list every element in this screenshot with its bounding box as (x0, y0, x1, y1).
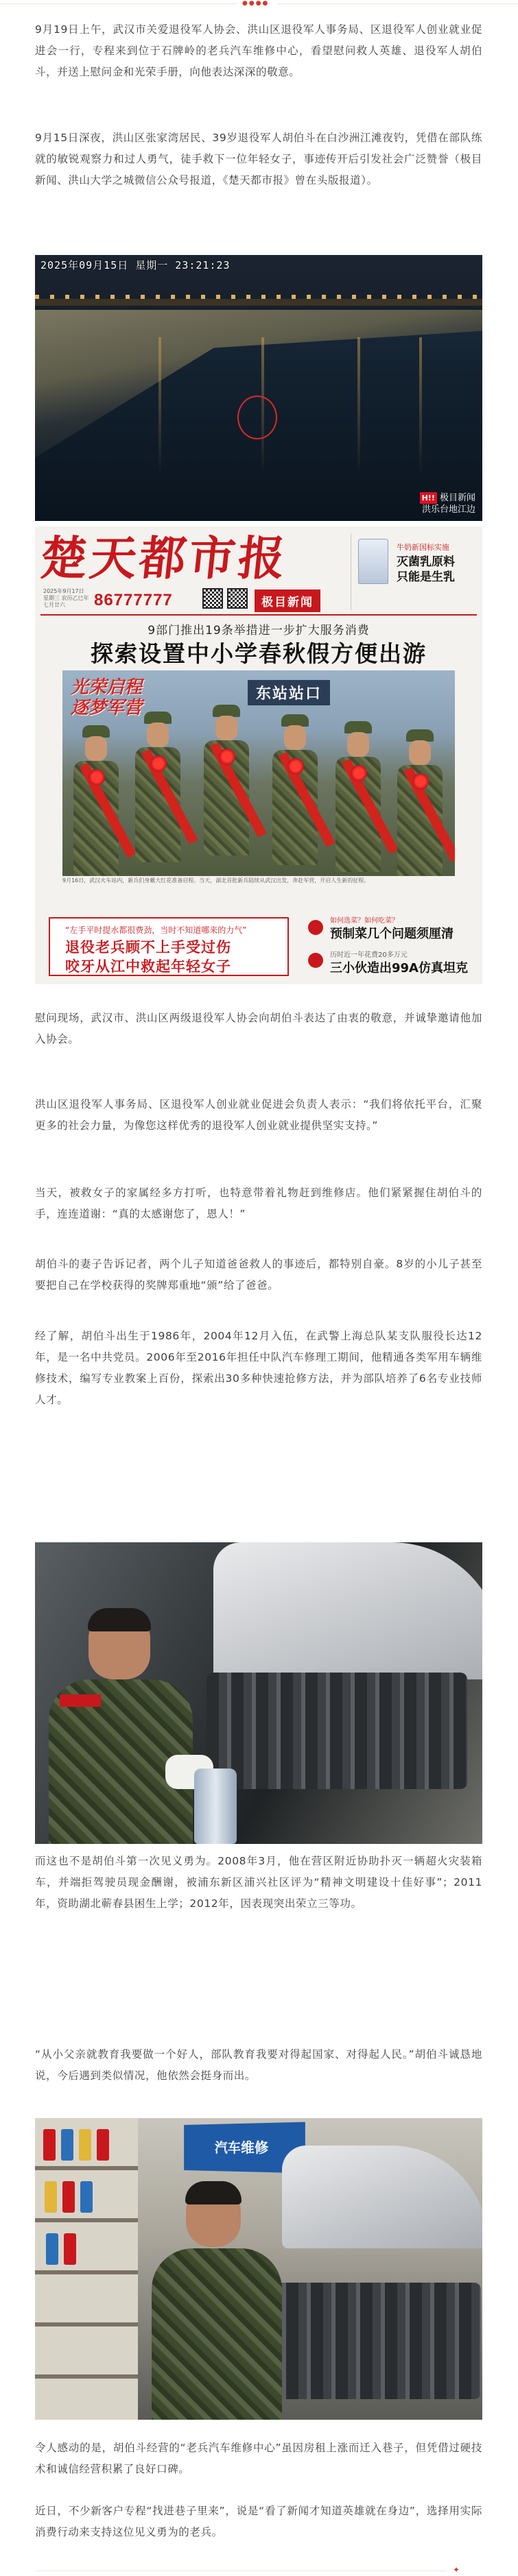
newspaper-masthead (37, 531, 477, 613)
car-engine (207, 1673, 467, 1789)
newspaper-subhead: 9部门推出19条举措进一步扩大服务消费 (148, 624, 370, 637)
rescue-story-box (49, 917, 289, 976)
hotline-number: 86777777 (94, 591, 173, 609)
paragraph-customers: 近日，不少新客户专程“找进巷子里来”，说是“看了新闻才知道英雄就在身边”，选择用实际消费行动来支持这位见义勇为的老兵。 (35, 2505, 482, 2538)
bullet-icon (308, 953, 323, 968)
soldier-figure (268, 714, 322, 876)
box-headline-2: 咬牙从江中救起年轻女子 (65, 958, 231, 975)
photo-timestamp: 2025年09月15日 星期一 23:21:23 (40, 259, 231, 271)
brand-label: 极目新闻 (255, 590, 320, 612)
soldier-figure (331, 721, 385, 876)
bullet-icon (308, 920, 323, 935)
masthead-title: 楚天都市报 (37, 531, 291, 586)
masthead-rule (40, 614, 477, 616)
highlight-circle (237, 396, 277, 439)
photo-caption: 9月16日，武汉火车站内，新兵们身戴大红花准备启程。当天，湖北首批新兵陆续从武汉出发，奔赴军营，开启人生新的征程。 (62, 877, 370, 884)
right-kicker-1: 如何选菜？如何吃菜？ (330, 917, 399, 925)
watermark-line1: 极目新闻 (439, 493, 475, 503)
person-hair (88, 1608, 151, 1631)
oil-bottle (194, 1769, 237, 1844)
car-hood (213, 1542, 482, 1679)
car-engine (261, 2283, 481, 2399)
soldier-figure (393, 729, 447, 876)
paragraph-quote: “从小父亲就教育我要做一个好人，部队教育我要对得起国家、对得起人民。”胡伯斗诚恳地说，今后遇到类似情况，他依然会挺身而出。 (35, 2048, 482, 2082)
newspaper-headline: 探索设置中小学春秋假方便出游 (91, 640, 427, 667)
recruits-photo (62, 670, 455, 876)
mechanic-photo-1 (35, 1542, 482, 1844)
bottom-decoration (0, 2565, 518, 2576)
person-hair (185, 2181, 242, 2204)
car-hood (282, 2146, 482, 2248)
watermark-line2: 洪乐台地江边 (421, 505, 475, 515)
photo-banner-line1: 光荣启程 (71, 677, 143, 698)
qr-code-icon (202, 588, 223, 609)
dots-icon: ●●●● (242, 0, 270, 7)
right-headline-1: 预制菜几个问题须厘清 (330, 927, 454, 941)
paragraph-wife: 胡伯斗的妻子告诉记者，两个儿子知道爸爸救人的事迹后，都特别自豪。8岁的小儿子甚至要把自己在学校获得的奖牌郑重地“颁”给了爸爸。 (35, 1258, 482, 1291)
person-uniform (152, 2248, 282, 2420)
side-kicker: 牛奶新国标实施 (397, 543, 449, 552)
masthead-meta: 2025年9月17日 星期三 农历乙巳年七月廿六 (43, 588, 89, 608)
side-headline-1: 灭菌乳原料 (397, 555, 455, 569)
newspaper-front-page (35, 526, 482, 984)
right-headline-2: 三小伙造出99A仿真坦克 (330, 961, 468, 975)
right-kicker-2: 历时近一年花费20多万元 (330, 951, 408, 959)
photo-watermark (420, 492, 475, 515)
photo-banner-line2: 逐梦军营 (71, 698, 143, 718)
paragraph-family-thanks: 当天，被救女子的家属经多方打听，也特意带着礼物赶到维修店。他们紧紧握住胡伯斗的手，连连道谢：“真的太感谢您了，恩人！” (35, 1187, 482, 1220)
side-headline-2: 只能是生乳 (397, 570, 455, 584)
watermark-brand: H!! (420, 492, 437, 504)
parts-shelf (35, 2118, 138, 2420)
shop-sign: 汽车维修 (184, 2122, 305, 2174)
paragraph-biography: 经了解，胡伯斗出生于1986年，2004年12月入伍，在武警上海总队某支队服役长达12年，是一名中共党员。2006年至2016年担任中队汽车修理工期间，他精通各类军用车辆维修技术，编写专业教案上百份，探索出30多种快速抢修方法，并为部队培养了6名专业技师人才。 (35, 1330, 482, 1406)
top-decoration (0, 0, 518, 10)
paragraph-business: 令人感动的是，胡伯斗经营的“老兵汽车维修中心”虽因房租上涨而迁入巷子，但凭借过硬技术和诚信经营积累了良好口碑。 (35, 2442, 482, 2475)
qr-code-icon (227, 588, 248, 609)
mechanic-photo-2 (35, 2118, 482, 2420)
milk-carton-icon (358, 539, 388, 584)
soldier-figure (69, 725, 123, 876)
soldier-figure (131, 712, 185, 876)
station-sign: 东站站口 (248, 680, 330, 705)
flourish-icon: ✦ (453, 2565, 460, 2575)
paragraph-rescue: 9月15日深夜，洪山区张家湾居民、39岁退役军人胡伯斗在白沙洲江滩夜钓，凭借在部队练就的敏锐观察力和过人勇气，徒手救下一位年轻女子，事迹传开后引发社会广泛赞誉（极目新闻、洪山大学之城微信公众号报道，《楚天都市报》曾在头版报道）。 (35, 132, 482, 186)
shoulder-badge (60, 1694, 101, 1707)
paragraph-past-deeds: 而这也不是胡伯斗第一次见义勇为。2008年3月，他在营区附近协助扑灭一辆超火灾装箱车，并端拒驾驶员现金酬谢，被浦东新区浦兴社区评为“精神文明建设十佳好事”；2011年，资助湖北蕲春县困生上学；2012年，因表现突出荣立三等功。 (35, 1855, 482, 1910)
bridge (35, 299, 482, 306)
soldier-figure (200, 705, 253, 876)
box-quote: “左手平时提水都很费劲，当时不知道哪来的力气” (65, 925, 247, 935)
box-headline-1: 退役老兵顾不上手受过伤 (65, 939, 231, 956)
masthead-side-story (351, 533, 477, 610)
paragraph-intro: 9月19日上午，武汉市关爱退役军人协会、洪山区退役军人事务局、区退役军人创业就业促进会一行，专程来到位于石牌岭的老兵汽车维修中心，看望慰问救人英雄、退役军人胡伯斗，并送上慰问金和光荣手册，向他表达深深的敬意。 (35, 23, 482, 78)
night-surveillance-photo (35, 255, 482, 521)
paragraph-official-remark: 洪山区退役军人事务局、区退役军人创业就业促进会负责人表示：“我们将依托平台，汇聚更多的社会力量，为像您这样优秀的退役军人创业就业提供坚实支持。” (35, 1098, 482, 1132)
paragraph-visit: 慰问现场，武汉市、洪山区两级退役军人协会向胡伯斗表达了由衷的敬意，并诚挚邀请他加入协会。 (35, 1012, 482, 1045)
